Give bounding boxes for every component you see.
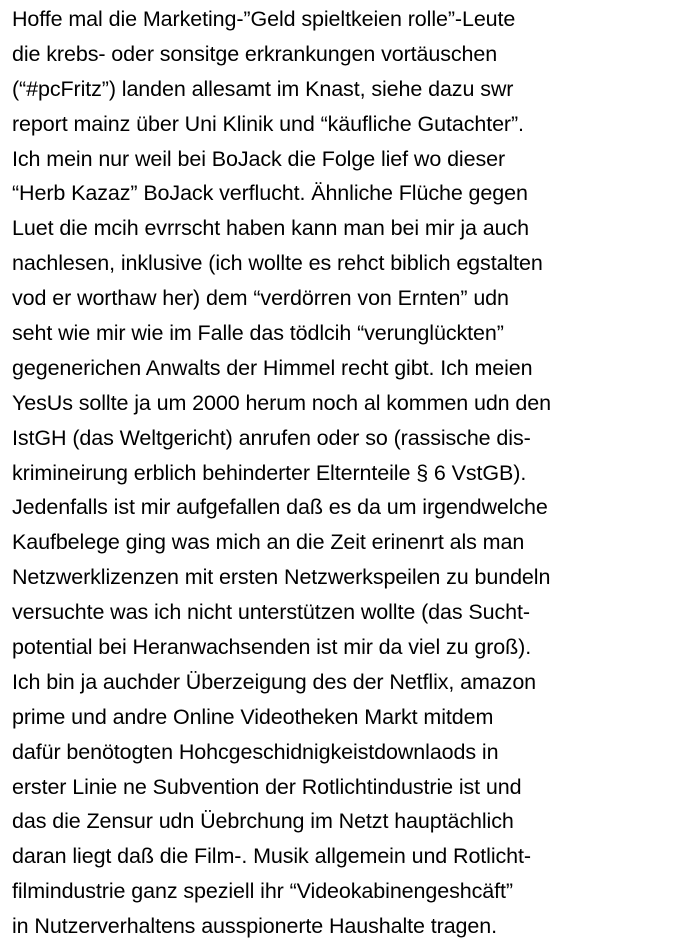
document-page: [12, 2, 680, 944]
text-line: daran liegt daß die Film-. Musik allgemein und Rotlicht-: [12, 844, 531, 869]
text-line: potential bei Heranwachsenden ist mir da viel zu groß).: [12, 635, 532, 660]
text-line: krimineirung erblich behinderter Elternteile § 6 VstGB).: [12, 460, 527, 485]
text-line: dafür benötogten Hohcgeschidnigkeistdownlaods in: [12, 739, 499, 764]
text-line: report mainz über Uni Klinik und “käufliche Gutachter”.: [12, 111, 524, 136]
text-line: nachlesen, inklusive (ich wollte es rehct biblich egstalten: [12, 251, 543, 276]
text-line: vod er worthaw her) dem “verdörren von Ernten” udn: [12, 286, 509, 311]
text-line: “Herb Kazaz” BoJack verflucht. Ähnliche Flüche gegen: [12, 181, 528, 206]
text-line: Ich mein nur weil bei BoJack die Folge lief wo dieser: [12, 146, 506, 171]
text-line: (“#pcFritz”) landen allesamt im Knast, siehe dazu swr: [12, 76, 514, 101]
text-line: versuchte was ich nicht unterstützen wollte (das Sucht-: [12, 600, 530, 625]
text-line: Luet die mcih evrrscht haben kann man bei mir ja auch: [12, 216, 529, 241]
text-line: Netzwerklizenzen mit ersten Netzwerkspeilen zu bundeln: [12, 565, 551, 590]
text-line: YesUs sollte ja um 2000 herum noch al kommen udn den: [12, 390, 551, 415]
text-line: Jedenfalls ist mir aufgefallen daß es da um irgendwelche: [12, 495, 548, 520]
text-line: erster Linie ne Subvention der Rotlichtindustrie ist und: [12, 774, 522, 799]
text-line: IstGH (das Weltgericht) anrufen oder so (rassische dis-: [12, 425, 531, 450]
text-line: filmindustrie ganz speziell ihr “Videokabinengeshcäft”: [12, 879, 513, 904]
text-line: in Nutzerverhaltens ausspionerte Haushalte tragen.: [12, 914, 498, 939]
text-line: Kaufbelege ging was mich an die Zeit erinenrt als man: [12, 530, 525, 555]
text-line: Hoffe mal die Marketing-”Geld spieltkeien rolle”-Leute: [12, 7, 516, 31]
text-line: Ich bin ja auchder Überzeigung des der Netflix, amazon: [12, 669, 537, 694]
text-line: das die Zensur udn Üebrchung im Netzt hauptächlich: [12, 809, 514, 834]
text-line: gegenerichen Anwalts der Himmel recht gibt. Ich meien: [12, 355, 533, 380]
text-line: prime und andre Online Videotheken Markt mitdem: [12, 704, 494, 729]
text-line: die krebs- oder sonsitge erkrankungen vortäuschen: [12, 41, 498, 66]
text-line: seht wie mir wie im Falle das tödlcih “verunglückten”: [12, 321, 504, 346]
